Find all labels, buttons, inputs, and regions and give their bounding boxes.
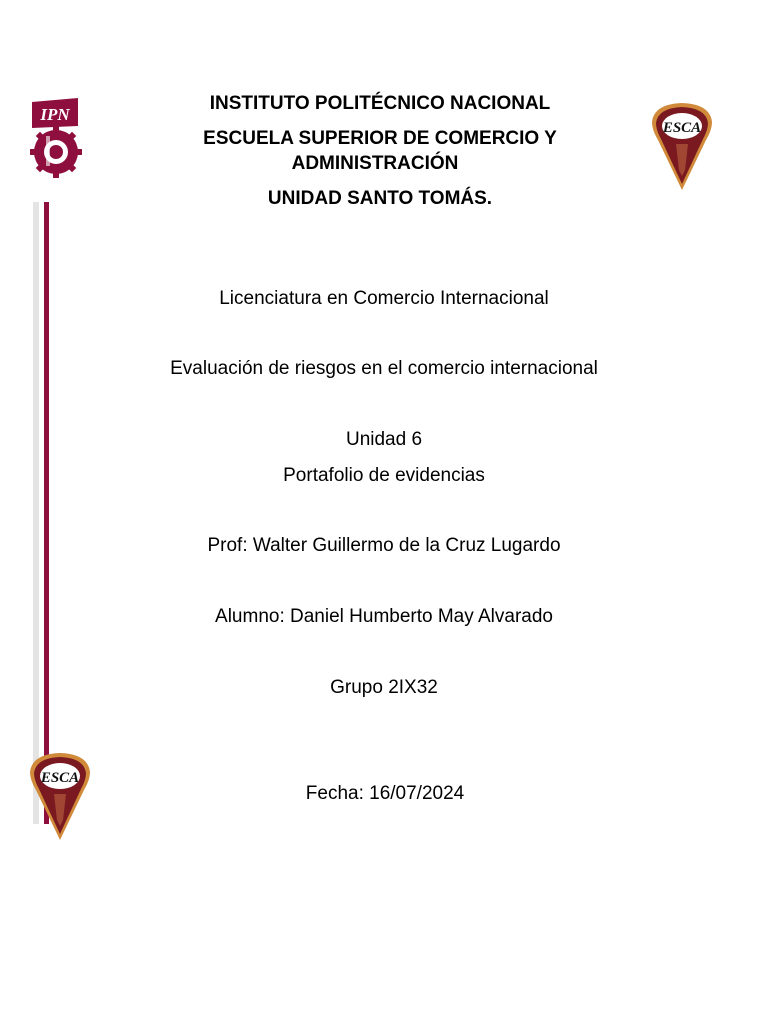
date-label: Fecha: 16/07/2024: [305, 783, 465, 804]
school-name-line1: ESCUELA SUPERIOR DE COMERCIO Y: [203, 128, 557, 149]
student-name: Alumno: Daniel Humberto May Alvarado: [215, 606, 553, 627]
course-name: Evaluación de riesgos en el comercio internacional: [170, 358, 598, 379]
ipn-logo-graphic: [26, 96, 84, 182]
esca-logo-top-lettering: ESCA: [662, 120, 702, 136]
professor-name: Prof: Walter Guillermo de la Cruz Lugardo: [207, 535, 561, 556]
ipn-logo-lettering: IPN: [40, 105, 70, 124]
unit-label: Unidad 6: [345, 429, 423, 450]
esca-logo-top: [646, 100, 718, 194]
esca-logo-bottom-graphic: [24, 750, 96, 844]
ipn-logo: [26, 96, 84, 182]
esca-logo-bottom-lettering: ESCA: [40, 770, 80, 786]
side-bar-shadow: [33, 202, 39, 824]
group-label: Grupo 2IX32: [330, 677, 438, 698]
school-name-line2: ADMINISTRACIÓN: [291, 153, 459, 174]
assignment-title: Portafolio de evidencias: [283, 465, 485, 486]
esca-logo-bottom: [24, 750, 96, 844]
degree-name: Licenciatura en Comercio Internacional: [219, 288, 549, 309]
side-bar-guinda: [44, 202, 49, 824]
institution-name: INSTITUTO POLITÉCNICO NACIONAL: [209, 93, 551, 114]
esca-logo-top-graphic: [646, 100, 718, 194]
campus-name: UNIDAD SANTO TOMÁS.: [267, 188, 493, 209]
